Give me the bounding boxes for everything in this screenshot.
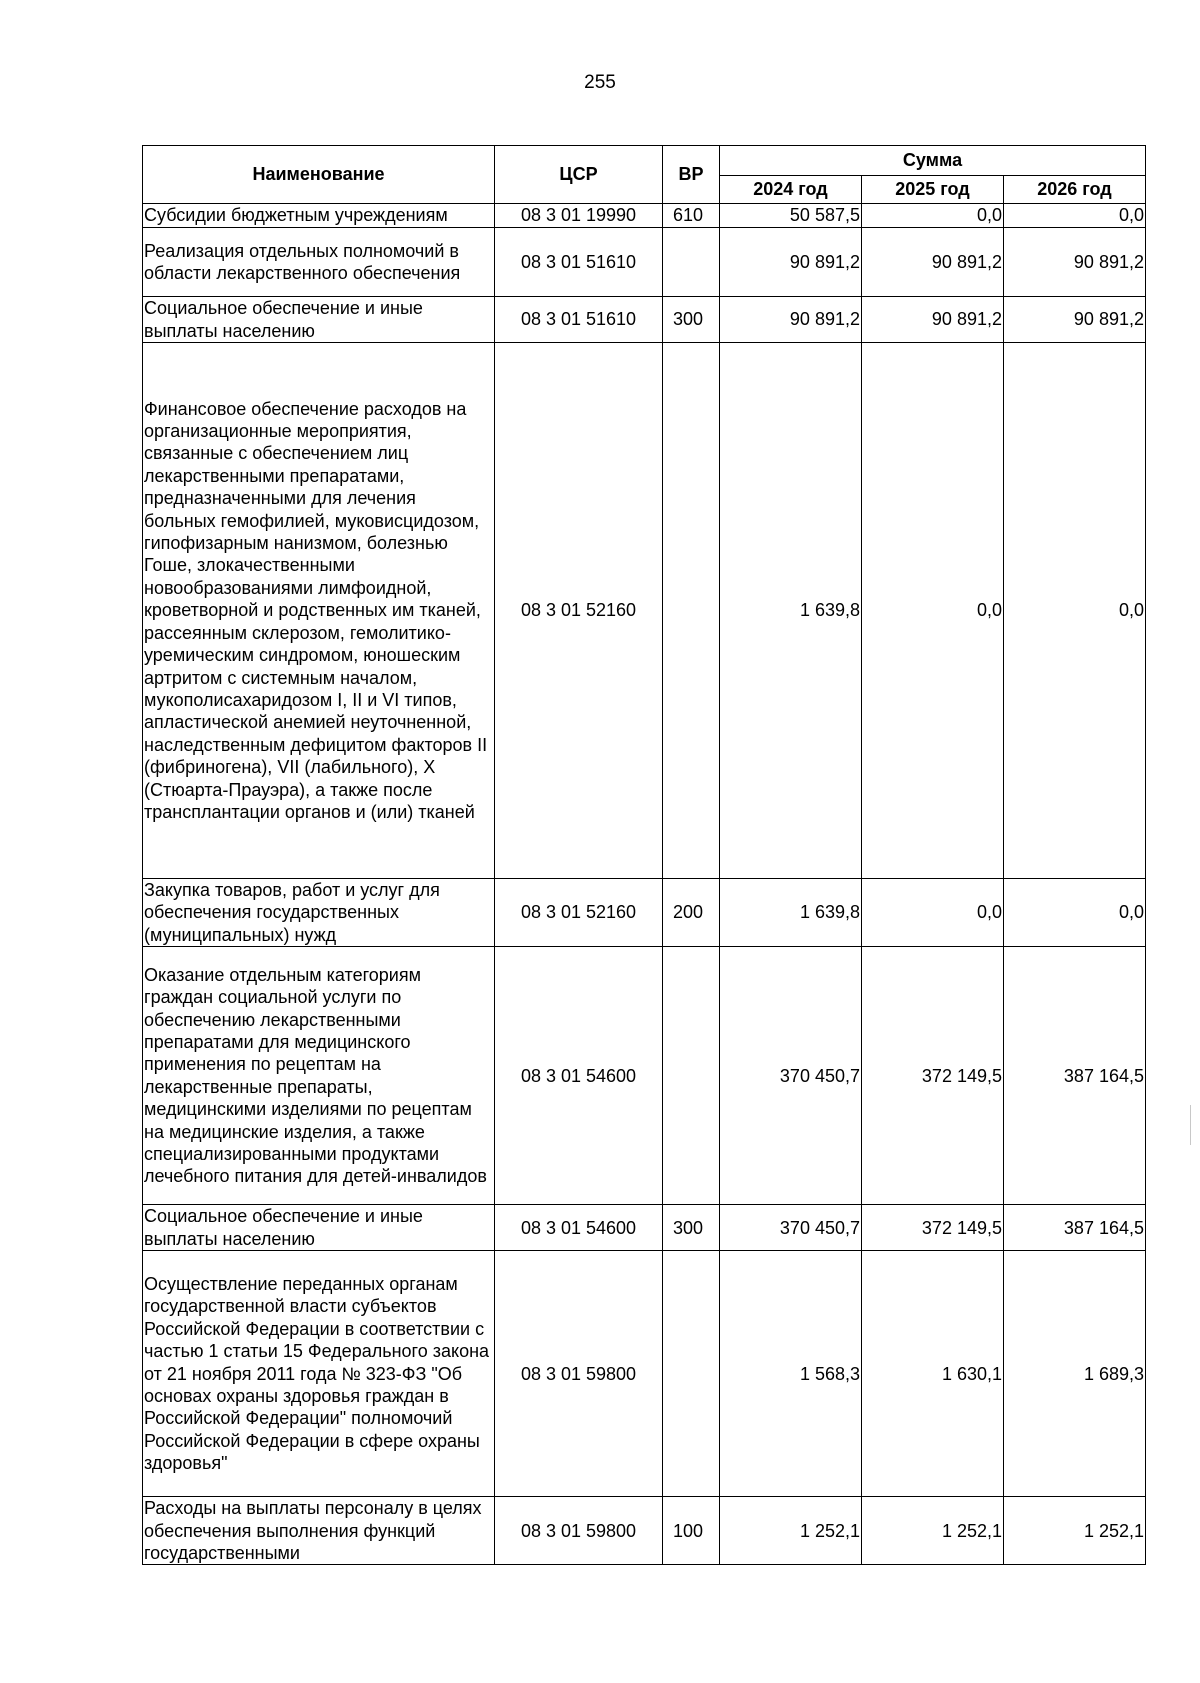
row-csr: 08 3 01 52160	[495, 343, 663, 879]
row-2026: 0,0	[1004, 343, 1146, 879]
page-number: 255	[584, 72, 616, 93]
row-2024: 1 252,1	[720, 1497, 862, 1565]
row-vr	[663, 228, 720, 297]
row-name: Субсидии бюджетным учреждениям	[143, 204, 495, 228]
table-row	[143, 1251, 1146, 1497]
row-csr: 08 3 01 54600	[495, 1205, 663, 1251]
row-2024: 50 587,5	[720, 204, 862, 228]
row-vr: 200	[663, 879, 720, 947]
row-csr: 08 3 01 51610	[495, 228, 663, 297]
header-vr: ВР	[663, 146, 720, 204]
header-csr: ЦСР	[495, 146, 663, 204]
row-2026: 0,0	[1004, 879, 1146, 947]
row-vr: 610	[663, 204, 720, 228]
row-2026: 387 164,5	[1004, 947, 1146, 1205]
table-row	[143, 1497, 1146, 1565]
row-csr: 08 3 01 59800	[495, 1251, 663, 1497]
table-row	[143, 879, 1146, 947]
row-name: Реализация отдельных полномочий в области лекарственного обеспечения	[143, 228, 495, 297]
row-name: Оказание отдельным категориям граждан социальной услуги по обеспечению лекарственными препаратами для медицинского применения по рецептам на лекарственные препараты, медицинскими изделиями по рецептам на медицинские изделия, а также специализированными продуктами лечебного питания для детей-инвалидов	[143, 947, 495, 1205]
row-name: Осуществление переданных органам государственной власти субъектов Российской Федерации в соответствии с частью 1 статьи 15 Федерального закона от 21 ноября 2011 года № 323-ФЗ "Об основах охраны здоровья граждан в Российской Федерации" полномочий Российской Федерации в сфере охраны здоровья"	[143, 1251, 495, 1497]
row-vr	[663, 1251, 720, 1497]
row-2026: 387 164,5	[1004, 1205, 1146, 1251]
header-2026: 2026 год	[1004, 176, 1146, 204]
row-2025: 90 891,2	[862, 297, 1004, 343]
row-vr	[663, 343, 720, 879]
row-vr: 300	[663, 297, 720, 343]
table-row	[143, 297, 1146, 343]
table-row	[143, 228, 1146, 297]
table-row	[143, 204, 1146, 228]
row-name: Расходы на выплаты персоналу в целях обеспечения выполнения функций государственными	[143, 1497, 495, 1565]
row-name: Финансовое обеспечение расходов на организационные мероприятия, связанные с обеспечением лиц лекарственными препаратами, предназначенными для лечения больных гемофилией, муковисцидозом, гипофизарным нанизмом, болезнью Гоше, злокачественными новообразованиями лимфоидной, кроветворной и родственных им тканей, рассеянным склерозом, гемолитико-уремическим синдромом, юношеским артритом с системным началом, мукополисахаридозом I, II и VI типов, апластической анемией неуточненной, наследственным дефицитом факторов II (фибриногена), VII (лабильного), X (Стюарта-Прауэра), а также после трансплантации органов и (или) тканей	[143, 343, 495, 879]
row-2024: 370 450,7	[720, 947, 862, 1205]
row-2026: 1 252,1	[1004, 1497, 1146, 1565]
row-2025: 1 630,1	[862, 1251, 1004, 1497]
table-row	[143, 343, 1146, 879]
row-csr: 08 3 01 54600	[495, 947, 663, 1205]
row-2025: 372 149,5	[862, 1205, 1004, 1251]
row-name: Социальное обеспечение и иные выплаты населению	[143, 297, 495, 343]
row-csr: 08 3 01 19990	[495, 204, 663, 228]
header-2024: 2024 год	[720, 176, 862, 204]
row-2026: 1 689,3	[1004, 1251, 1146, 1497]
scan-margin-mark	[1190, 1105, 1191, 1145]
header-2025: 2025 год	[862, 176, 1004, 204]
budget-table	[142, 145, 1146, 1565]
row-2025: 0,0	[862, 204, 1004, 228]
row-2025: 1 252,1	[862, 1497, 1004, 1565]
row-csr: 08 3 01 51610	[495, 297, 663, 343]
row-vr: 300	[663, 1205, 720, 1251]
row-2024: 90 891,2	[720, 228, 862, 297]
row-2025: 90 891,2	[862, 228, 1004, 297]
row-csr: 08 3 01 52160	[495, 879, 663, 947]
row-2025: 0,0	[862, 343, 1004, 879]
row-2024: 1 639,8	[720, 343, 862, 879]
table-row	[143, 1205, 1146, 1251]
row-2024: 90 891,2	[720, 297, 862, 343]
row-2025: 0,0	[862, 879, 1004, 947]
row-name: Социальное обеспечение и иные выплаты населению	[143, 1205, 495, 1251]
row-2026: 90 891,2	[1004, 297, 1146, 343]
row-vr: 100	[663, 1497, 720, 1565]
row-csr: 08 3 01 59800	[495, 1497, 663, 1565]
row-name: Закупка товаров, работ и услуг для обеспечения государственных (муниципальных) нужд	[143, 879, 495, 947]
header-sum: Сумма	[720, 146, 1146, 176]
row-vr	[663, 947, 720, 1205]
header-name: Наименование	[143, 146, 495, 204]
row-2026: 90 891,2	[1004, 228, 1146, 297]
row-2024: 1 568,3	[720, 1251, 862, 1497]
row-2024: 370 450,7	[720, 1205, 862, 1251]
row-2026: 0,0	[1004, 204, 1146, 228]
row-2024: 1 639,8	[720, 879, 862, 947]
table-row	[143, 947, 1146, 1205]
row-2025: 372 149,5	[862, 947, 1004, 1205]
